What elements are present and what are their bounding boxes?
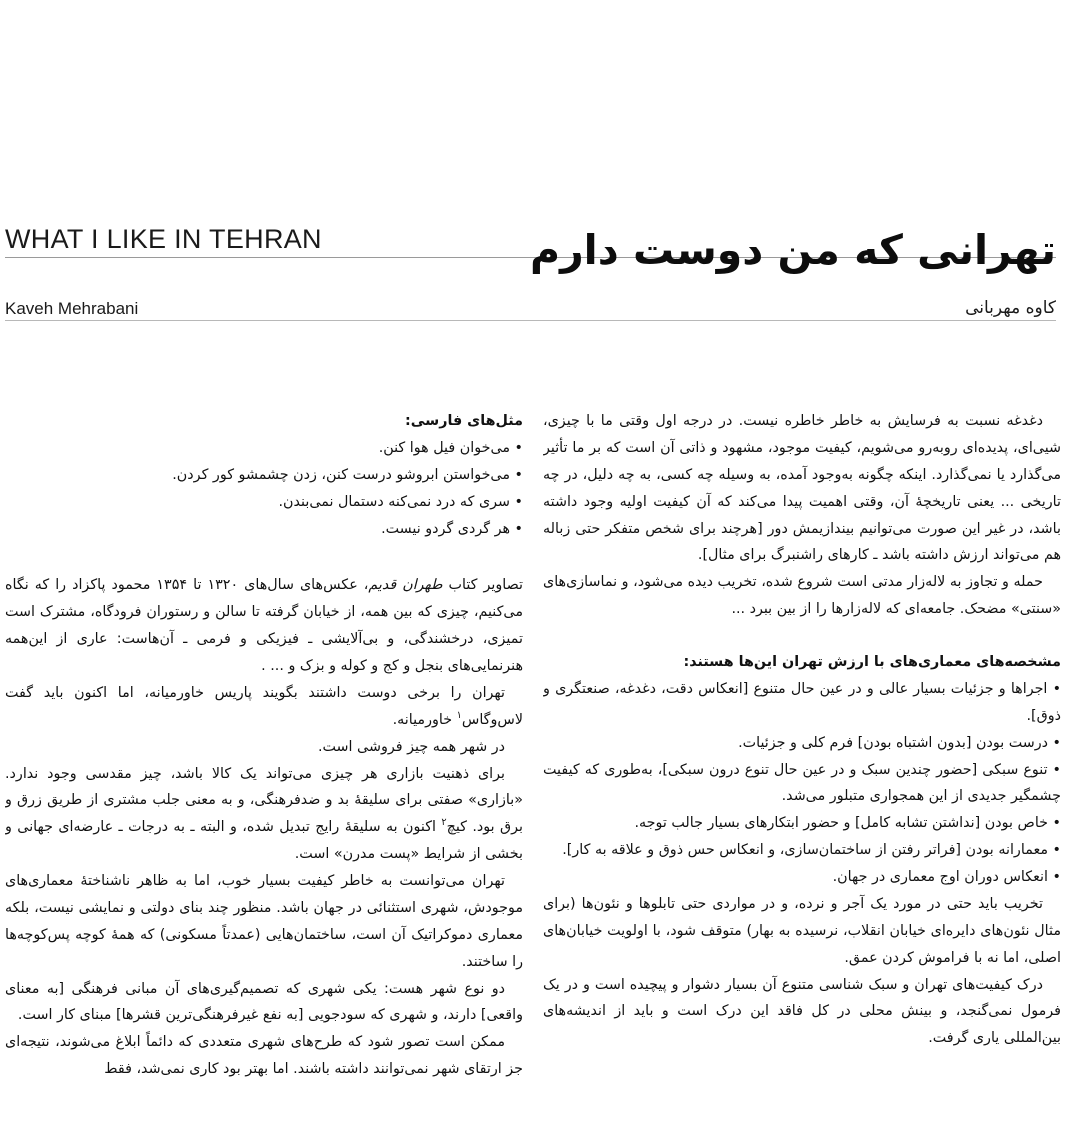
photos-text-lead: تصاویر کتاب [442, 577, 523, 594]
book-title-italic: طهران قدیم [368, 577, 443, 594]
paris-text-end: خاورمیانه. [392, 711, 457, 728]
paragraph-architecture-quality: تهران می‌توانست به خاطر کیفیت بسیار خوب، اما به ظاهر ناشناختۀ معماری‌های موجودش، شهری استثنائی در جهان باشد. منظور چند بنای دولتی و نمایشی نیست، بلکه معماری دموکراتیک آن است، ساختمان‌هایی (عمدتاً مسکونی) که همۀ کوچه پس‌کوچه‌ها را ساختند. [5, 873, 523, 970]
footnote-marker-2: ۲ [441, 817, 447, 829]
author-name-persian: کاوه مهربانی [965, 298, 1056, 318]
paragraph-erosion-concern: دغدغه نسبت به فرسایش به خاطر خاطره نیست. در درجه اول وقتی ما با چیزی، شیی‌ای، پدیده‌ای روبه‌رو می‌شویم، کیفیت موجود، مشهود و ذاتی آن است که بر ما تأثیر می‌گذارد یا نمی‌گذارد. اینکه چگونه به‌وجود آمده، به وسیله چه کسی، به چه دلیل، در چه تاریخی ... یعنی تاریخچۀ آن، وقتی اهمیت پیدا می‌کند که آن کیفیت اولیه وجود داشته باشد، در غیر این صورت می‌توانیم بیندازیمش دور [هرچند برای شخص متفکر حتی زباله هم می‌تواند ارزش داشته باشد ـ کارهای راشنبرگ برای مثال]. [543, 413, 1061, 564]
paragraph-demolition-must-stop: تخریب باید حتی در مورد یک آجر و نرده، و در مواردی حتی تابلوها و نئون‌ها (برای مثال نئون‌های دایره‌ای خیابان انقلاب، نرسیده به بهار) متوقف شود، با اولویت خیابان‌های اصلی، اما نه با فراموش کردن عمق. [543, 895, 1061, 966]
article-header [5, 186, 1056, 321]
column-left [543, 408, 1061, 1123]
list-item: • معمارانه بودن [فراتر رفتن از ساختمان‌سازی، و انعکاس حس ذوق و علاقه به کار]. [543, 837, 1061, 864]
list-item: • درست بودن [بدون اشتباه بودن] فرم کلی و جزئیات. [543, 730, 1061, 757]
title-row [5, 186, 1056, 274]
list-item: • تنوع سبکی [حضور چندین سبک و در عین حال تنوع درون سبکی]، به‌طوری که کیفیت چشمگیر جدیدی از این همجواری متبلور می‌شد. [543, 757, 1061, 811]
paragraph-gap [5, 542, 523, 572]
paris-text: تهران را برخی دوست داشتند بگویند پاریس خاورمیانه، اما اکنون باید گفت لاس‌وگاس [5, 684, 523, 728]
list-item: • می‌خواستن ابروشو درست کنن، زدن چشمشو کور کردن. [5, 462, 523, 489]
list-item: • می‌خوان فیل هوا کنن. [5, 435, 523, 462]
list-item: • سری که درد نمی‌کنه دستمال نمی‌بندن. [5, 489, 523, 516]
paragraph-urban-plans: ممکن است تصور شود که طرح‌های شهری متعددی که دائماً ابلاغ می‌شوند، نتیجه‌ای جز ارتقای شهر نمی‌توانند داشته باشند. اما بهتر بود کاری نمی‌شد، فقط [5, 1034, 523, 1078]
author-row [5, 263, 1056, 321]
proverbs-heading: مثل‌های فارسی: [404, 413, 523, 429]
paragraph-paris-of-middle-east [5, 680, 523, 734]
list-item: • اجراها و جزئیات بسیار عالی و در عین حال متنوع [انعکاس دقت، دغدغه، صنعتگری و ذوق]. [543, 676, 1061, 730]
column-right [5, 408, 523, 1123]
photos-text-rest: ، عکس‌های سال‌های ۱۳۲۰ تا ۱۳۵۴ محمود پاکزاد را که نگاه می‌کنیم، چیزی که بین همه، از خیابان گرفته تا سالن و رستوران فرودگاه، مشترک است تمیزی، درخشندگی، و بی‌آلایشی ـ فیزیکی و فرمی ـ آن‌هاست: عاری از این‌همه هنرنمایی‌های بنجل و کج و کوله و بزک و ... . [5, 577, 523, 674]
author-name-english: Kaveh Mehrabani [5, 299, 139, 318]
paragraph-bazaar-mentality [5, 761, 523, 869]
paragraph-two-kinds-of-city: دو نوع شهر هست: یکی شهری که تصمیم‌گیری‌های آن مبانی فرهنگی [به معنای واقعی] دارند، و شهری که سودجویی [به نفع غیرفرهنگی‌ترین قشرها] مبنای کار است. [5, 980, 523, 1024]
bazaar-text: برای ذهنیت بازاری هر چیزی می‌تواند یک کالا باشد، چیز مقدسی وجود ندارد. «بازاری» صفتی برای سلیقۀ بد و ضدفرهنگی، و به معنی جلب مشتری از طریق زرق و برق بود. کیچ [5, 765, 523, 836]
list-item: • انعکاس دوران اوج معماری در جهان. [543, 864, 1061, 891]
paragraph-understanding-tehran: درک کیفیت‌های تهران و سبک شناسی متنوع آن بسیار دشوار و پیچیده است و در یک فرمول نمی‌گنجد، و بینش محلی در کل فاقد این درک است و باید از اندیشه‌های بین‌المللی یاری گرفت. [543, 976, 1061, 1047]
bazaar-text-end: اکنون به سلیقۀ رایج تبدیل شده، و البته ـ به درجات ـ عارضه‌ای جهانی و بخشی از شرایط «پست مدرن» است. [5, 819, 523, 863]
proverbs-list [5, 435, 523, 543]
article-body-columns [5, 408, 1061, 1123]
footnote-marker-1: ۱ [456, 709, 462, 721]
features-heading: مشخصه‌های معماری‌های با ارزش تهران این‌ها هستند: [683, 654, 1061, 670]
paragraph-lalezar: حمله و تجاوز به لاله‌زار مدتی است شروع شده، تخریب دیده می‌شود، و نماسازی‌های «سنتی» مضحک. جامعه‌ای که لاله‌زارها را از بین ببرد ... [543, 574, 1061, 618]
paragraph-old-tehran-photos [5, 572, 523, 680]
features-list [543, 676, 1061, 891]
page-title-persian: تهرانی که من دوست دارم [530, 226, 1056, 274]
list-item: • خاص بودن [نداشتن تشابه کامل] و حضور ابتکارهای بسیار جالب توجه. [543, 810, 1061, 837]
page-title-english: WHAT I LIKE IN TEHRAN [5, 224, 322, 254]
list-item: • هر گردی گردو نیست. [5, 516, 523, 543]
paragraph-everything-for-sale: در شهر همه چیز فروشی است. [317, 738, 505, 755]
